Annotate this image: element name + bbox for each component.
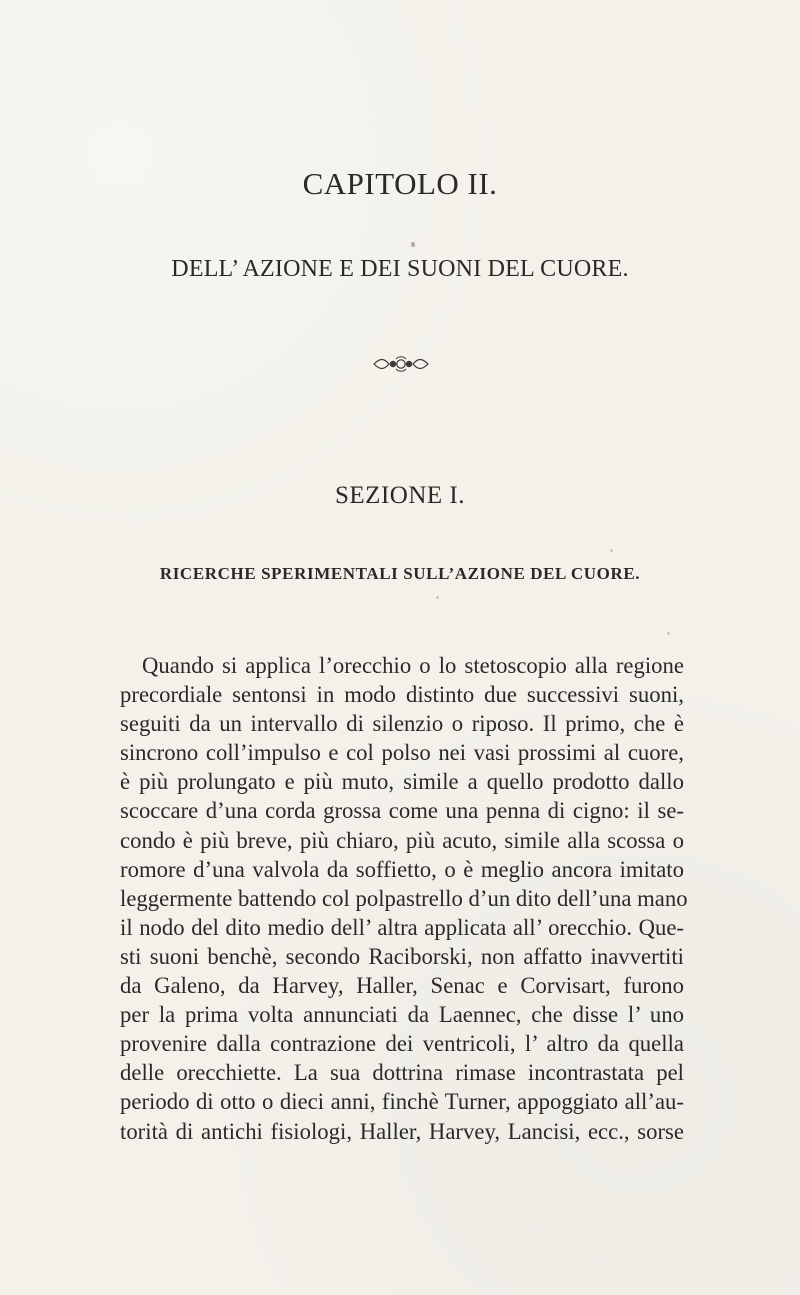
text-line: il nodo del dito medio dell’ altra applicata all’ orecchio. Que- [120, 914, 684, 940]
decorative-flourish-icon [372, 355, 430, 373]
text-line: leggermente battendo col polpastrello d’un dito dell’una mano [120, 885, 688, 911]
paper-speck [610, 549, 613, 552]
text-line: precordiale sentonsi in modo distinto due successivi suoni, [120, 682, 684, 708]
chapter-title: CAPITOLO II. [302, 166, 498, 201]
text-line: Quando si applica l’orecchio o lo stetoscopio alla regione [142, 653, 684, 678]
text-line: da Galeno, da Harvey, Haller, Senac e Corvisart, furono [120, 973, 684, 999]
text-line: per la prima volta annunciati da Laennec, che disse l’ uno [120, 1002, 684, 1028]
text-line: è più prolungato e più muto, simile a quello prodotto dallo [120, 769, 684, 795]
text-line: delle orecchiette. La sua dottrina rimase incontrastata pel [120, 1060, 684, 1086]
section-title: SEZIONE I. [335, 482, 465, 509]
text-line: torità di antichi fisiologi, Haller, Harvey, Lancisi, ecc., sorse [120, 1118, 684, 1144]
text-line: scoccare d’una corda grossa come una penna di cigno: il se- [120, 798, 684, 824]
paper-speck [667, 632, 670, 635]
body-paragraph [120, 651, 688, 1146]
text-line: romore d’una valvola da soffietto, o è meglio ancora imitato [120, 856, 684, 882]
paper-speck [436, 596, 439, 599]
text-line: periodo di otto o dieci anni, finchè Turner, appoggiato all’au- [120, 1089, 684, 1115]
section-heading: RICERCHE SPERIMENTALI SULL’AZIONE DEL CUORE. [159, 564, 641, 583]
text-line: provenire dalla contrazione dei ventricoli, l’ altro da quella [120, 1031, 684, 1057]
printer-mark [411, 242, 415, 247]
chapter-subtitle: DELL’ AZIONE E DEI SUONI DEL CUORE. [171, 256, 629, 282]
text-line: condo è più breve, più chiaro, più acuto, simile alla scossa o [120, 827, 684, 853]
text-line: sti suoni benchè, secondo Raciborski, non affatto inavvertiti [120, 943, 684, 969]
text-line: seguiti da un intervallo di silenzio o riposo. Il primo, che è [120, 711, 684, 737]
text-line: sincrono coll’impulso e col polso nei vasi prossimi al cuore, [120, 740, 684, 766]
